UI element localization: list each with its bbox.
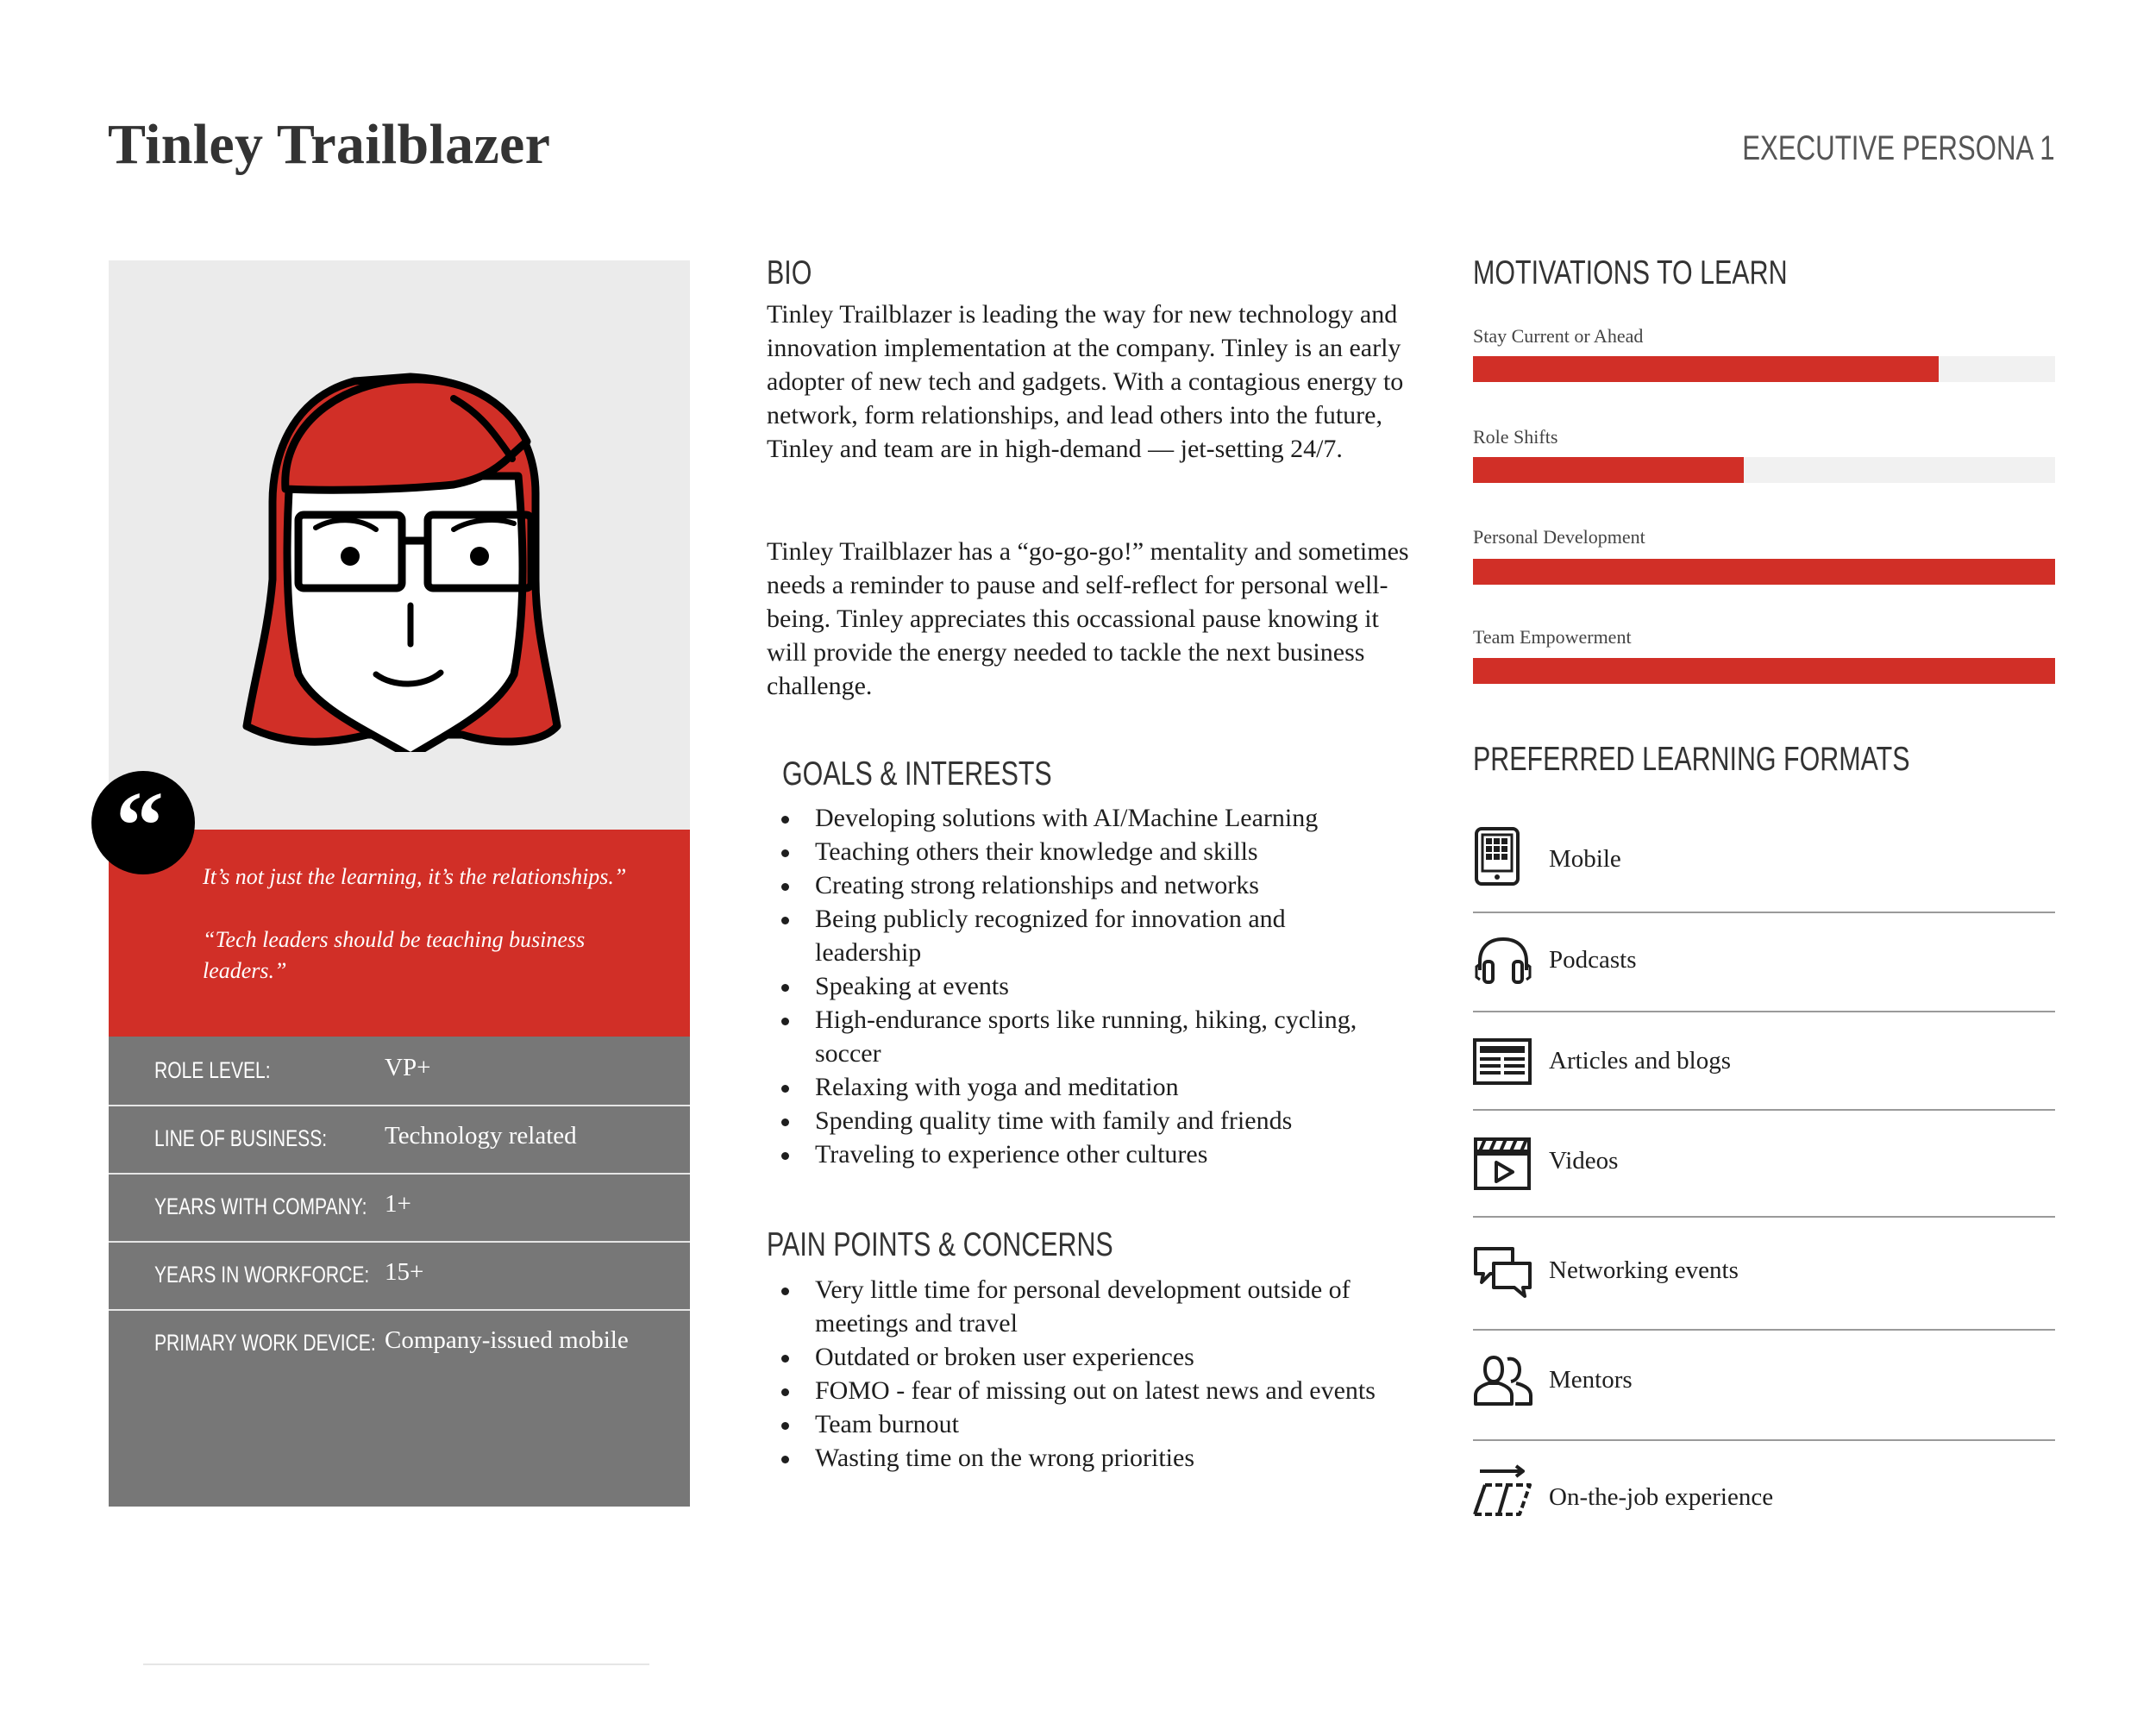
formats-heading: PREFERRED LEARNING FORMATS bbox=[1473, 741, 1910, 778]
format-label: Mobile bbox=[1549, 845, 1621, 873]
motivation-bar bbox=[1473, 457, 2055, 483]
newspaper-icon bbox=[1473, 1038, 1532, 1085]
list-item: Team burnout bbox=[767, 1407, 1379, 1441]
list-item: Creating strong relationships and networks bbox=[767, 868, 1388, 902]
quote-mark-icon bbox=[91, 771, 195, 880]
format-label: Videos bbox=[1549, 1147, 1619, 1175]
tablet-icon bbox=[1473, 826, 1521, 887]
motivation-bar bbox=[1473, 658, 2055, 684]
info-label: LINE OF BUSINESS: bbox=[154, 1125, 328, 1151]
motivation-label: Team Empowerment bbox=[1473, 626, 1632, 648]
list-item: Traveling to experience other cultures bbox=[767, 1137, 1388, 1171]
clapperboard-icon bbox=[1473, 1137, 1532, 1192]
motivations-heading: MOTIVATIONS TO LEARN bbox=[1473, 254, 1788, 291]
info-row-line-of-business bbox=[109, 1105, 690, 1175]
list-item: High-endurance sports like running, hiking, cycling, soccer bbox=[767, 1003, 1388, 1070]
headphones-icon bbox=[1473, 936, 1533, 986]
list-item: Very little time for personal development outside of meetings and travel bbox=[767, 1273, 1379, 1340]
format-label: Articles and blogs bbox=[1549, 1047, 1732, 1075]
woman-with-glasses-avatar bbox=[238, 347, 566, 752]
format-label: On-the-job experience bbox=[1549, 1483, 1774, 1511]
format-divider bbox=[1473, 912, 2055, 913]
list-item: FOMO - fear of missing out on latest news and events bbox=[767, 1374, 1379, 1407]
info-label: YEARS WITH COMPANY: bbox=[154, 1194, 367, 1219]
bio-paragraph-1: Tinley Trailblazer is leading the way for new technology and innovation implementation at the company. Tinley is an early adopter of new tech and gadgets. With a contagious energy to network, form relationships, and lead others into the future, Tinley and team are in high-demand — jet-setting 24/7. bbox=[767, 300, 1404, 463]
info-value: Company-issued mobile bbox=[385, 1326, 629, 1354]
format-label: Networking events bbox=[1549, 1256, 1739, 1284]
format-label: Mentors bbox=[1549, 1366, 1633, 1394]
quote-panel bbox=[109, 830, 690, 1037]
info-label: PRIMARY WORK DEVICE: bbox=[154, 1330, 376, 1356]
motivation-bar-fill bbox=[1473, 658, 2055, 684]
format-divider bbox=[1473, 1109, 2055, 1111]
list-item: Speaking at events bbox=[767, 969, 1388, 1003]
goals-heading: GOALS & INTERESTS bbox=[782, 755, 1052, 793]
format-divider bbox=[1473, 1216, 2055, 1218]
persona-name: Tinley Trailblazer bbox=[108, 113, 551, 176]
goals-list bbox=[767, 801, 1388, 1171]
format-divider bbox=[1473, 1011, 2055, 1012]
motivation-bar bbox=[1473, 356, 2055, 382]
persona-tag: EXECUTIVE PERSONA 1 bbox=[1742, 129, 2055, 167]
info-row-primary-work-device bbox=[109, 1309, 690, 1377]
info-row-years-in-workforce bbox=[109, 1241, 690, 1311]
motivation-label: Role Shifts bbox=[1473, 426, 1558, 448]
motivation-bar-fill bbox=[1473, 356, 1939, 382]
motivation-bar bbox=[1473, 559, 2055, 585]
pains-heading: PAIN POINTS & CONCERNS bbox=[767, 1226, 1113, 1263]
chat-bubbles-icon bbox=[1473, 1246, 1533, 1300]
motivation-label: Stay Current or Ahead bbox=[1473, 325, 1644, 347]
bio-heading: BIO bbox=[767, 254, 812, 291]
info-label: YEARS IN WORKFORCE: bbox=[154, 1262, 370, 1288]
info-row-role-level bbox=[109, 1037, 690, 1106]
bio-paragraph-2: Tinley Trailblazer has a “go-go-go!” mentality and sometimes needs a reminder to pause and self-reflect for personal well-being. Tinley appreciates this occassional pause knowing it will provide the energy needed to tackle the next business challenge. bbox=[767, 537, 1409, 700]
motivation-bar-fill bbox=[1473, 559, 2055, 585]
info-value: 1+ bbox=[385, 1190, 411, 1218]
info-value: VP+ bbox=[385, 1054, 431, 1081]
list-item: Outdated or broken user experiences bbox=[767, 1340, 1379, 1374]
motivation-label: Personal Development bbox=[1473, 526, 1645, 548]
list-item: Relaxing with yoga and meditation bbox=[767, 1070, 1388, 1104]
quote-text-1: It’s not just the learning, it’s the relationships.” bbox=[203, 864, 627, 889]
move-arrow-icon bbox=[1473, 1464, 1535, 1518]
info-value: 15+ bbox=[385, 1258, 424, 1286]
persona-card bbox=[109, 260, 690, 1722]
quote-text-2: “Tech leaders should be teaching business leaders.” bbox=[203, 927, 586, 983]
list-item: Being publicly recognized for innovation and leadership bbox=[767, 902, 1388, 969]
format-label: Podcasts bbox=[1549, 946, 1637, 974]
list-item: Developing solutions with AI/Machine Learning bbox=[767, 801, 1388, 835]
list-item: Wasting time on the wrong priorities bbox=[767, 1441, 1379, 1475]
persona-traits: Social / Collaborative / Futuristic bbox=[163, 1682, 636, 1722]
avatar-panel bbox=[109, 260, 690, 830]
info-label: ROLE LEVEL: bbox=[154, 1057, 271, 1083]
people-icon bbox=[1473, 1354, 1533, 1407]
format-divider bbox=[1473, 1439, 2055, 1441]
info-row-years-with-company bbox=[109, 1173, 690, 1243]
list-item: Spending quality time with family and friends bbox=[767, 1104, 1388, 1137]
info-value: Technology related bbox=[385, 1122, 577, 1150]
list-item: Teaching others their knowledge and skills bbox=[767, 835, 1388, 868]
info-panel bbox=[109, 1037, 690, 1722]
motivation-bar-fill bbox=[1473, 457, 1744, 483]
format-divider bbox=[1473, 1329, 2055, 1331]
traits-divider bbox=[143, 1663, 649, 1665]
quote-mark-glyph: “ bbox=[116, 773, 164, 880]
pains-list bbox=[767, 1273, 1379, 1475]
